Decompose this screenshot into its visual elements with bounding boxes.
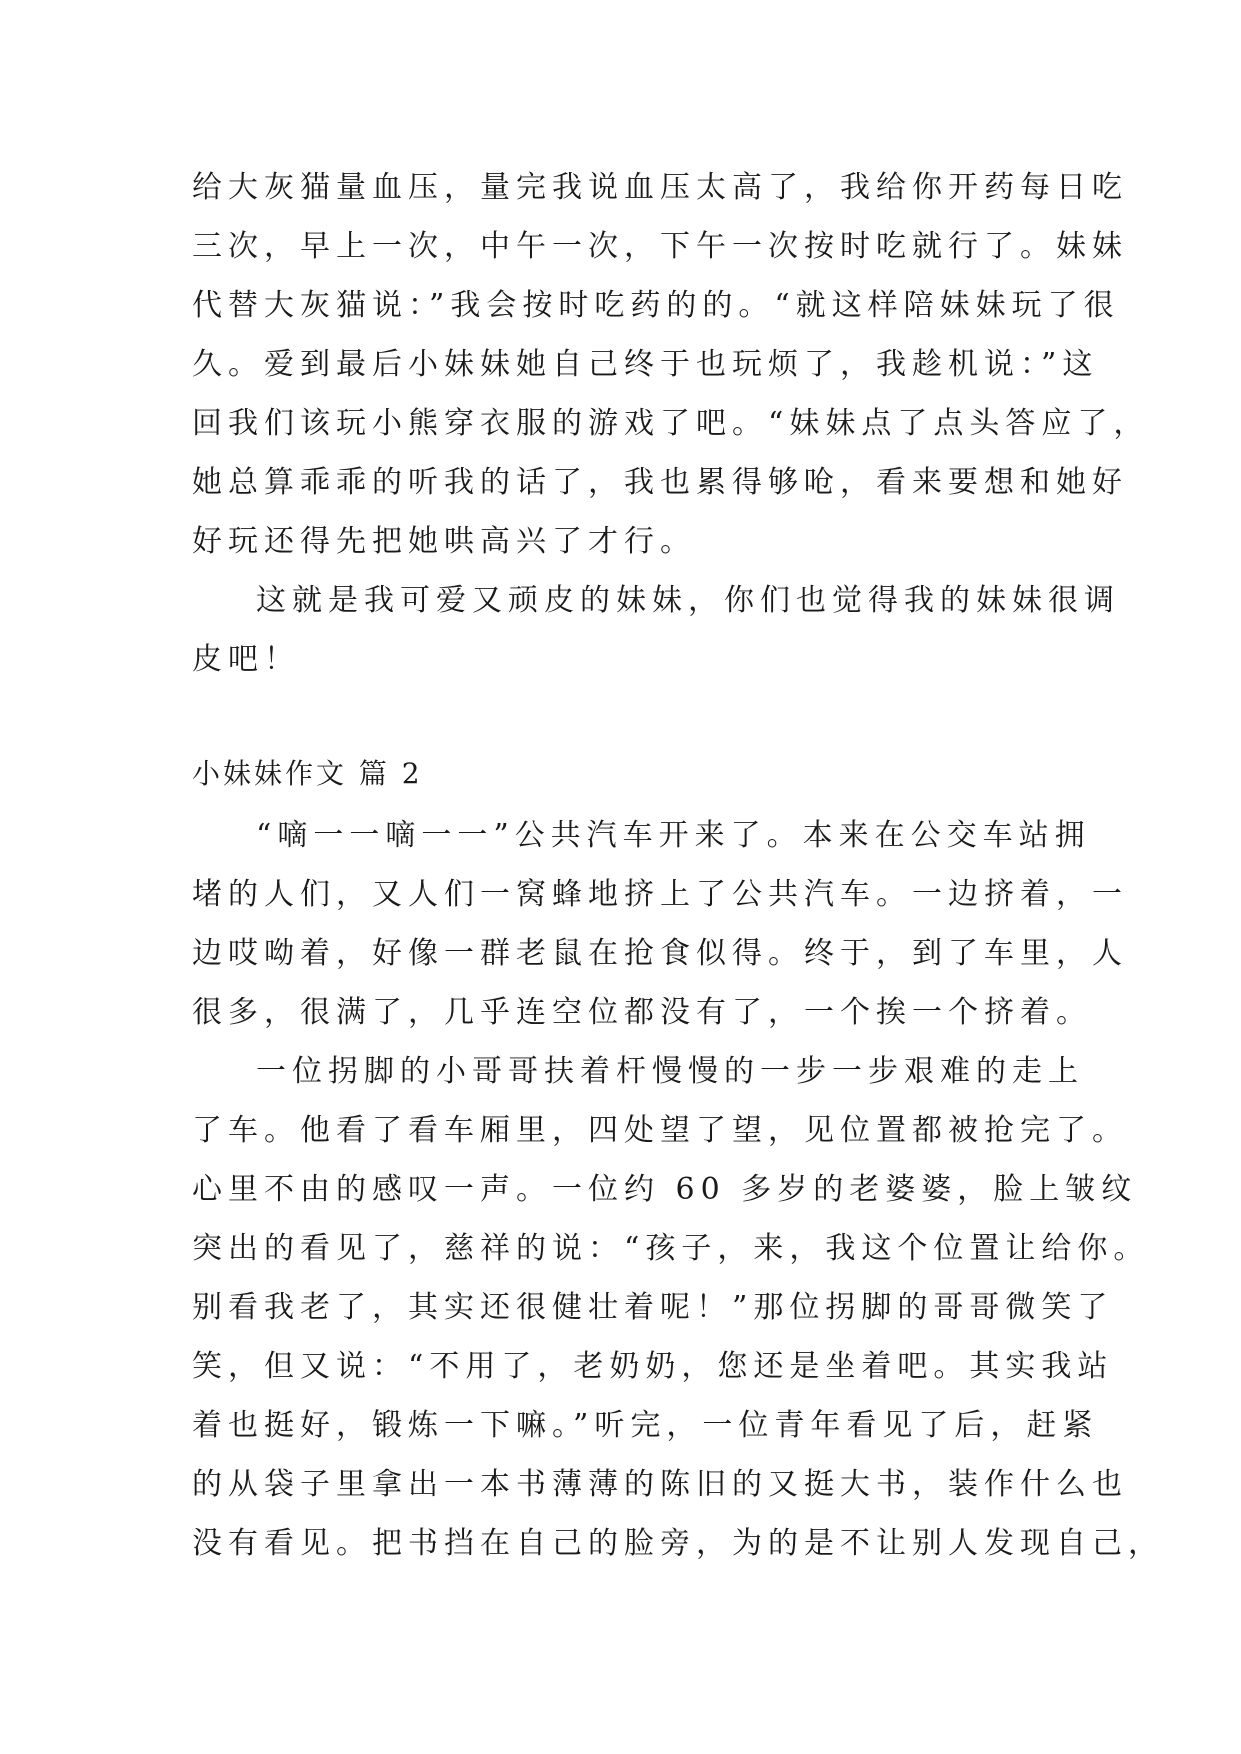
text-line: 三次，早上一次，中午一次，下午一次按时吃就行了。妹妹 bbox=[192, 229, 1128, 264]
text-line: 堵的人们，又人们一窝蜂地挤上了公共汽车。一边挤着，一 bbox=[192, 877, 1128, 912]
text-line: 一位拐脚的小哥哥扶着杆慢慢的一步一步艰难的走上 bbox=[256, 1054, 1084, 1089]
text-line: “嘀一一嘀一一”公共汽车开来了。本来在公交车站拥 bbox=[256, 818, 1091, 853]
text-line: 好玩还得先把她哄高兴了才行。 bbox=[192, 524, 696, 559]
text-line: 了车。他看了看车厢里，四处望了望，见位置都被抢完了。 bbox=[192, 1113, 1128, 1148]
section-title: 小妹妹作文 篇 2 bbox=[192, 757, 423, 790]
text-line: 别看我老了，其实还很健壮着呢！”那位拐脚的哥哥微笑了 bbox=[192, 1290, 1114, 1325]
text-line: 久。爱到最后小妹妹她自己终于也玩烦了，我趁机说：”这 bbox=[192, 347, 1099, 382]
text-line: 给大灰猫量血压，量完我说血压太高了，我给你开药每日吃 bbox=[192, 170, 1128, 205]
text-line: 着也挺好，锻炼一下嘛。”听完，一位青年看见了后，赶紧 bbox=[192, 1408, 1099, 1443]
text-line: 边哎呦着，好像一群老鼠在抢食似得。终于，到了车里，人 bbox=[192, 936, 1128, 971]
text-line: 代替大灰猫说：”我会按时吃药的的。“就这样陪妹妹玩了很 bbox=[192, 288, 1120, 323]
text-line: 皮吧！ bbox=[192, 642, 300, 677]
text-line: 没有看见。把书挡在自己的脸旁，为的是不让别人发现自己， bbox=[192, 1526, 1164, 1561]
text-line: 突出的看见了，慈祥的说：“孩子，来，我这个位置让给你。 bbox=[192, 1231, 1150, 1266]
text-line: 笑，但又说：“不用了，老奶奶，您还是坐着吧。其实我站 bbox=[192, 1349, 1114, 1384]
text-line: 很多，很满了，几乎连空位都没有了，一个挨一个挤着。 bbox=[192, 995, 1092, 1030]
text-line: 这就是我可爱又顽皮的妹妹，你们也觉得我的妹妹很调 bbox=[256, 583, 1120, 618]
text-line: 的从袋子里拿出一本书薄薄的陈旧的又挺大书，装作什么也 bbox=[192, 1467, 1128, 1502]
text-line: 回我们该玩小熊穿衣服的游戏了吧。“妹妹点了点头答应了， bbox=[192, 406, 1150, 441]
text-line: 她总算乖乖的听我的话了，我也累得够呛，看来要想和她好 bbox=[192, 465, 1128, 500]
text-line: 心里不由的感叹一声。一位约 60 多岁的老婆婆，脸上皱纹 bbox=[192, 1172, 1138, 1207]
